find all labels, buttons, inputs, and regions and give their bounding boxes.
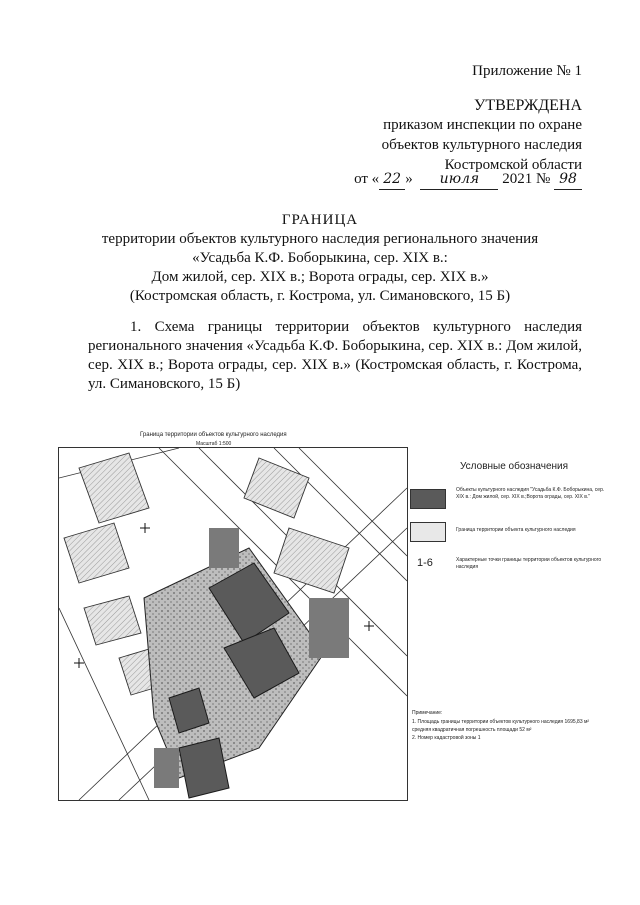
title-line-1: территории объектов культурного наследия регионального значения (101, 231, 539, 247)
date-day: 22 (379, 170, 405, 190)
legend-title: Условные обозначения (460, 461, 569, 472)
approval-line-3: Костромской области (444, 157, 582, 173)
legend-territory-text: Граница территории объекта культурного наследия (456, 527, 576, 533)
appendix-label: Приложение № 1 (472, 63, 582, 79)
cadastral-map (58, 447, 408, 801)
document-title: ГРАНИЦА (281, 212, 359, 228)
scheme-description: 1. Схема границы территории объектов культурного наследия регионального значения «Усадьба К.Ф. Боборыкина, сер. XIX в.: Дом жилой, сер. XIX в.; Ворота ограды, сер. XIX в.» (Костромская область, г. Кострома, ул. Симановского, 15 Б) (88, 319, 582, 392)
notes-heading: Примечание: (412, 710, 443, 716)
date-prefix: от « (354, 171, 380, 187)
date-month: июля (420, 170, 498, 190)
legend-object-swatch (410, 489, 446, 509)
map-drawing (59, 448, 407, 800)
map-scale: Масштаб 1:500 (196, 441, 232, 447)
title-line-3: Дом жилой, сер. XIX в.; Ворота ограды, сер. XIX в.» (151, 269, 489, 285)
order-number: 98 (554, 170, 582, 190)
title-line-2: «Усадьба К.Ф. Боборыкина, сер. XIX в.: (192, 250, 448, 266)
legend-points-symbol: 1-6 (417, 557, 433, 569)
note-2: 2. Номер кадастровой зоны 1 (412, 735, 481, 741)
legend-points-text: Характерные точки границы территории объектов культурного наследия (456, 557, 602, 570)
approved-label: УТВЕРЖДЕНА (473, 97, 582, 114)
title-line-4: (Костромская область, г. Кострома, ул. Симановского, 15 Б) (129, 288, 511, 304)
date-year: 2021 № (502, 171, 551, 187)
map-caption: Граница территории объектов культурного наследия (140, 432, 287, 438)
note-1: 1. Площадь границы территории объектов культурного наследия 1695,83 м² (412, 719, 590, 725)
date-day-close: » (405, 171, 413, 187)
legend-object-text: Объекты культурного наследия "Усадьба К.Ф. Боборыкина, сер. XIX в.: Дом жилой, сер. XIX в.;Ворота ограды, сер. XIX в." (456, 487, 605, 500)
approval-line-2: объектов культурного наследия (381, 137, 582, 153)
note-1b: средняя квадратичная погрешность площади 52 м² (412, 727, 532, 733)
approval-line-1: приказом инспекции по охране (383, 117, 582, 133)
legend-territory-swatch (410, 522, 446, 542)
approval-date-line (354, 170, 582, 190)
